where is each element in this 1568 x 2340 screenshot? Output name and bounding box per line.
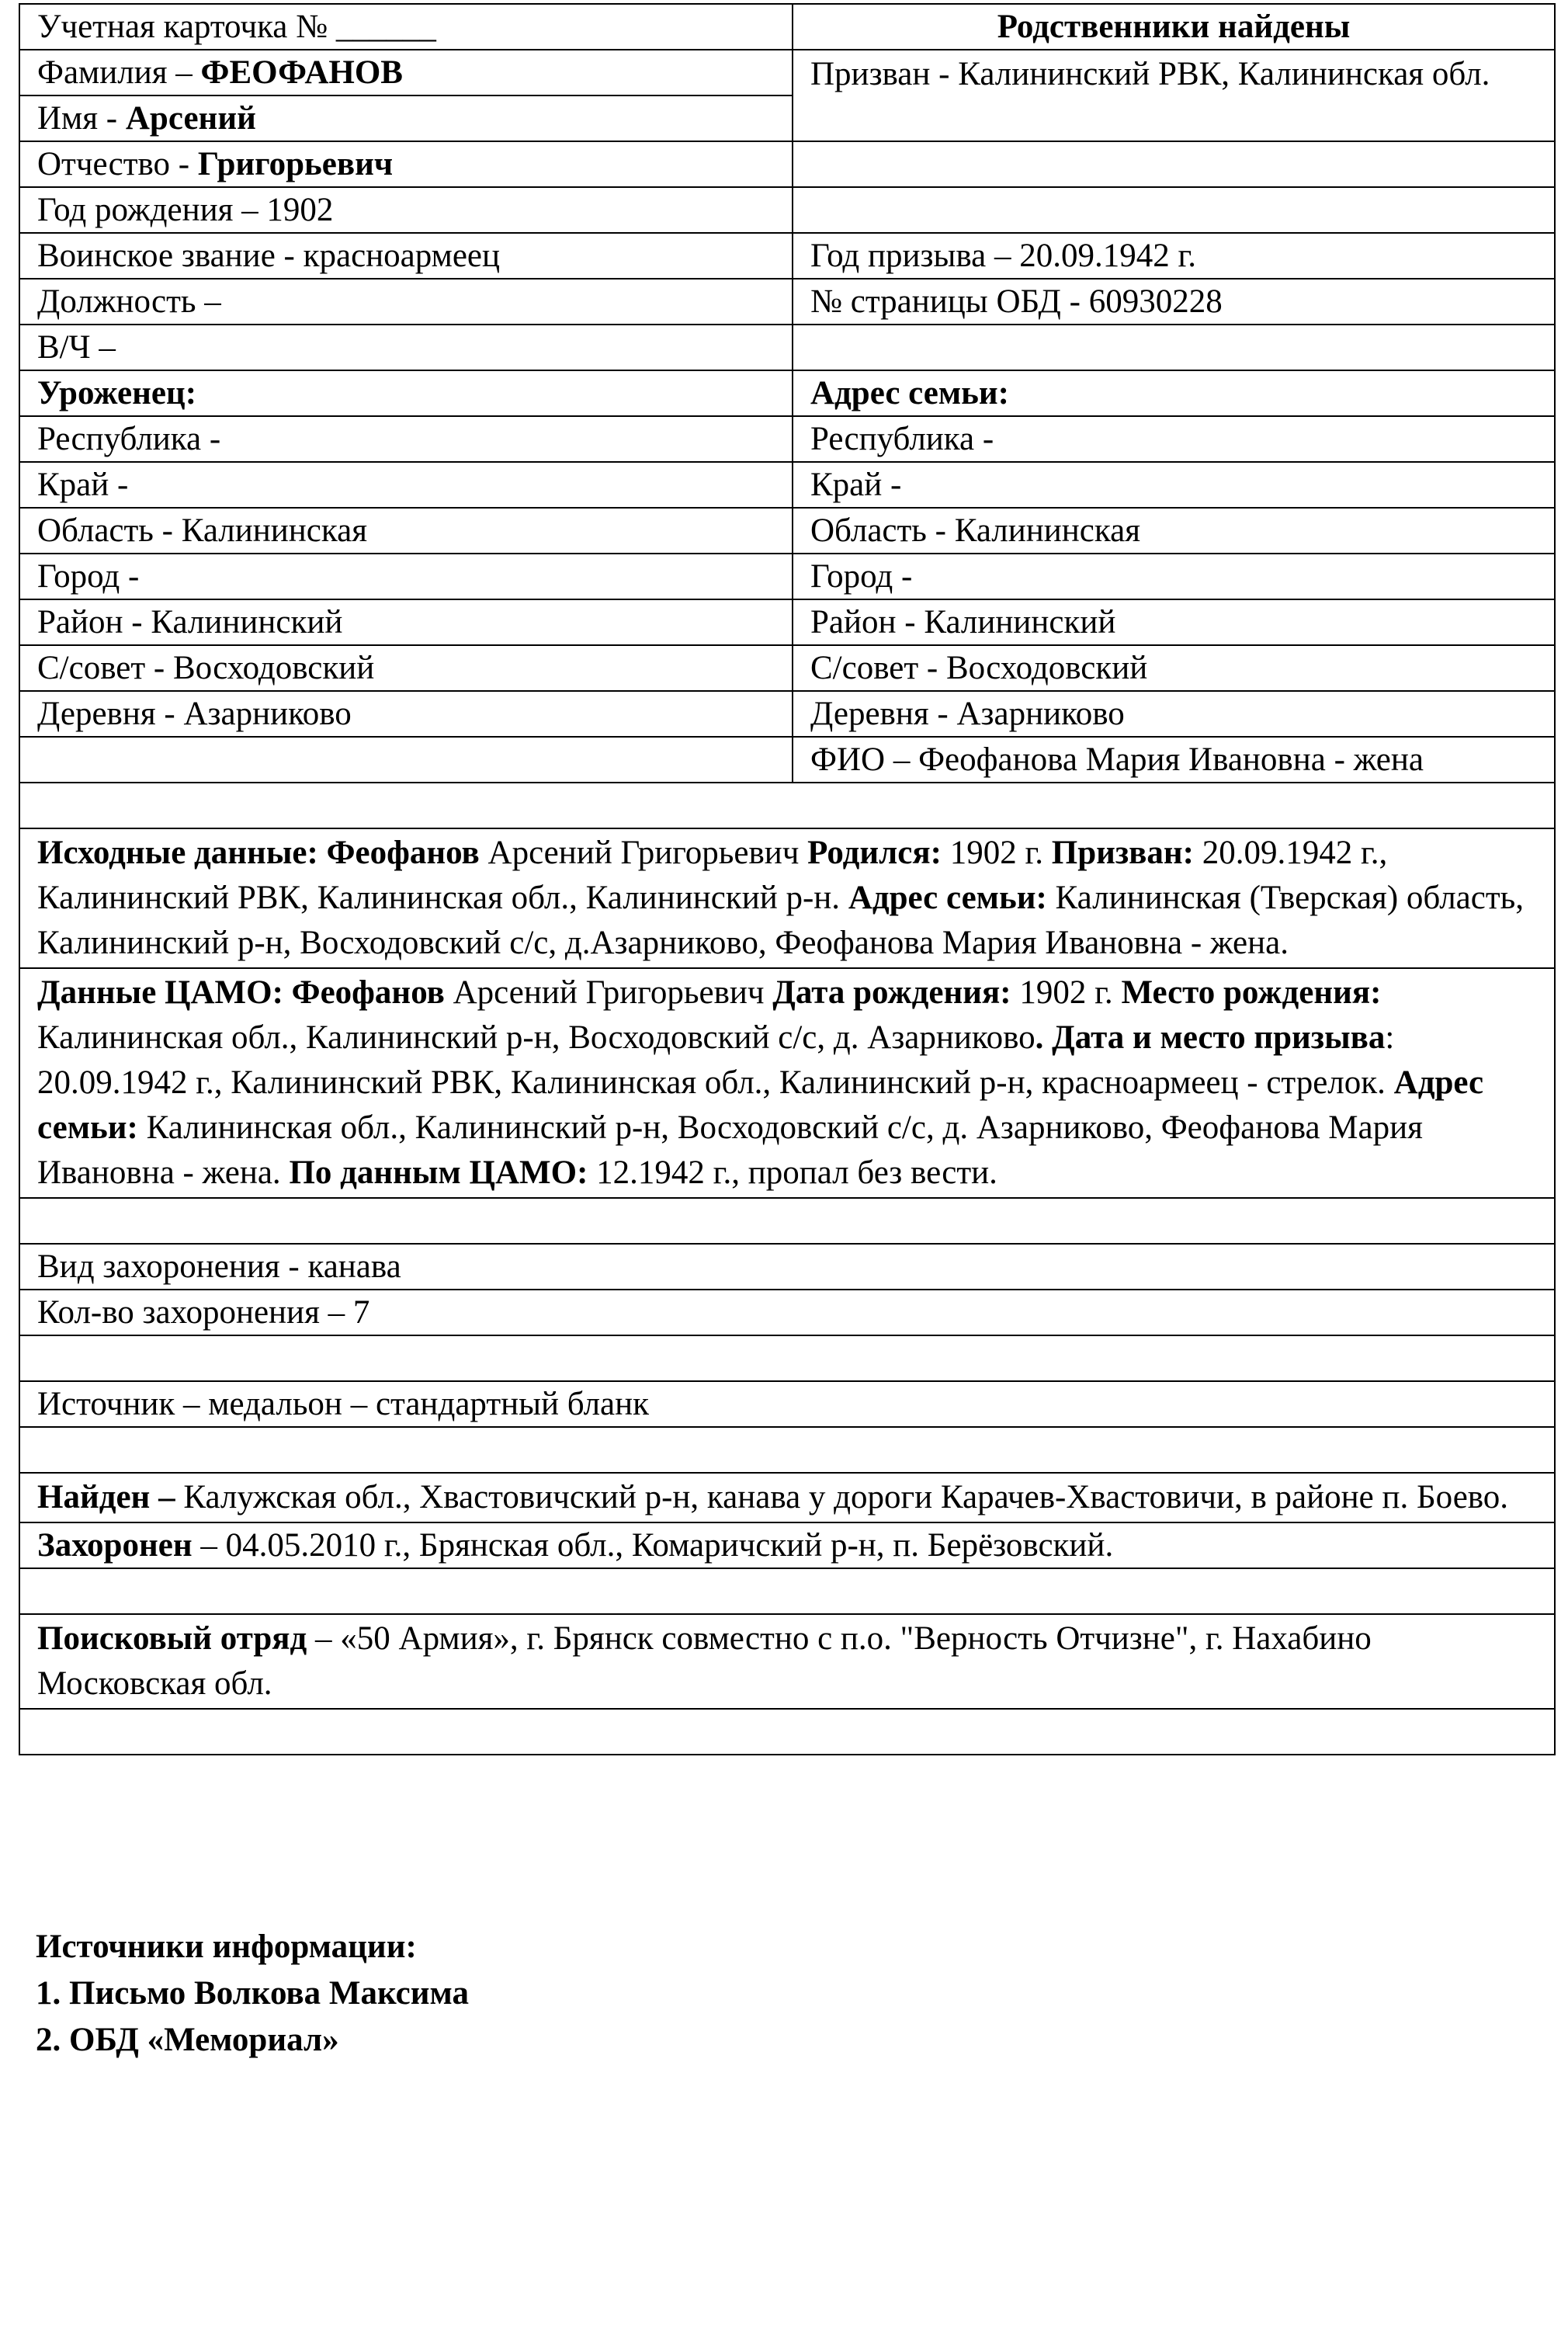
tsamo-label: Данные ЦАМО: — [37, 974, 283, 1011]
found-label: Найден – — [37, 1479, 175, 1515]
tsamo-birth-date: 1902 г. — [1011, 974, 1122, 1011]
surname-label: Фамилия – — [37, 54, 201, 91]
empty-cell — [19, 1427, 1555, 1473]
search-team-label: Поисковый отряд — [37, 1620, 307, 1657]
source-data-address: Калининская (Тверская) область, Калининский р-н, Восходовский с/с, д.Азарниково, Феофанова Мария Ивановна - жена. — [37, 880, 1524, 961]
obd-page: № страницы ОБД - 60930228 — [793, 279, 1555, 325]
burial-count: Кол-во захоронения – 7 — [19, 1290, 1555, 1335]
buried-label: Захоронен — [37, 1527, 193, 1564]
spacer-row — [19, 1709, 1555, 1755]
native-district: Район - Калининский — [19, 599, 793, 645]
burial-type-row — [19, 1244, 1555, 1290]
fio-row — [19, 737, 1555, 783]
address-heading-row — [19, 370, 1555, 416]
search-team-paragraph — [19, 1614, 1555, 1709]
source-data-drafted-label: Призван: — [1051, 835, 1194, 871]
drafted-cell: Призван - Калининский РВК, Калининская обл. — [793, 50, 1555, 141]
burial-type: Вид захоронения - канава — [19, 1244, 1555, 1290]
family-republic: Республика - — [793, 416, 1555, 462]
burial-source: Источник – медальон – стандартный бланк — [19, 1381, 1555, 1427]
tsamo-address-label: Адрес семьи: — [37, 1064, 1484, 1146]
family-fio: ФИО – Феофанова Мария Ивановна - жена — [793, 737, 1555, 783]
tsamo-name: Арсений Григорьевич — [444, 974, 773, 1011]
empty-cell — [19, 737, 793, 783]
rank-row — [19, 233, 1555, 279]
found-text: Калужская обл., Хвастовичский р-н, канава у дороги Карачев-Хвастовичи, в районе п. Боево. — [175, 1479, 1509, 1515]
position-row — [19, 279, 1555, 325]
native-republic: Республика - — [19, 416, 793, 462]
position: Должность – — [19, 279, 793, 325]
republic-row — [19, 416, 1555, 462]
empty-cell — [19, 1568, 1555, 1614]
search-team-row — [19, 1614, 1555, 1709]
record-card-table — [19, 3, 1556, 1755]
burial-count-row — [19, 1290, 1555, 1335]
tsamo-surname: Феофанов — [283, 974, 445, 1011]
name-cell — [19, 95, 793, 141]
native-oblast: Область - Калининская — [19, 508, 793, 554]
draft-year: Год призыва – 20.09.1942 г. — [793, 233, 1555, 279]
tsamo-birth-place: Калининская обл., Калининский р-н, Восходовский с/с, д. Азарниково — [37, 1019, 1036, 1056]
spacer-row — [19, 1427, 1555, 1473]
tsamo-draft-label: . Дата и место призыва — [1035, 1019, 1386, 1056]
buried-paragraph — [19, 1522, 1555, 1568]
native-heading — [19, 370, 793, 416]
patronymic-cell — [19, 141, 793, 187]
tsamo-data-paragraph — [19, 968, 1555, 1198]
unit-row — [19, 325, 1555, 370]
card-number-label: Учетная карточка № ______ — [19, 4, 793, 50]
spacer-row — [19, 1198, 1555, 1244]
buried-row — [19, 1522, 1555, 1568]
empty-cell — [19, 1198, 1555, 1244]
native-selsovet: С/совет - Восходовский — [19, 645, 793, 691]
source-data-born-label: Родился: — [807, 835, 942, 871]
surname-value: ФЕОФАНОВ — [200, 54, 403, 91]
burial-source-row — [19, 1381, 1555, 1427]
empty-cell — [793, 141, 1555, 187]
district-row — [19, 599, 1555, 645]
source-data-surname: Феофанов — [317, 835, 480, 871]
information-sources — [36, 1924, 469, 2064]
family-city: Город - — [793, 554, 1555, 599]
krai-row — [19, 462, 1555, 508]
family-krai: Край - — [793, 462, 1555, 508]
spacer-row — [19, 1568, 1555, 1614]
spacer-row — [19, 783, 1555, 828]
village-row — [19, 691, 1555, 737]
relatives-status-text: Родственники найдены — [997, 9, 1351, 45]
name-value: Арсений — [125, 100, 256, 137]
spacer-row — [19, 1335, 1555, 1381]
source-data-drafted: 20.09.1942 г., Калининский РВК, Калининская обл., Калининский р-н. — [37, 835, 1388, 916]
oblast-row — [19, 508, 1555, 554]
family-selsovet: С/совет - Восходовский — [793, 645, 1555, 691]
tsamo-archive-value: 12.1942 г., пропал без вести. — [588, 1154, 997, 1191]
found-row — [19, 1473, 1555, 1522]
surname-cell — [19, 50, 793, 95]
empty-cell — [19, 1335, 1555, 1381]
native-city: Город - — [19, 554, 793, 599]
empty-cell — [19, 783, 1555, 828]
source-data-born: 1902 г. — [941, 835, 1052, 871]
found-paragraph — [19, 1473, 1555, 1522]
native-village: Деревня - Азарниково — [19, 691, 793, 737]
tsamo-birth-place-label: Место рождения: — [1121, 974, 1382, 1011]
family-address-heading — [793, 370, 1555, 416]
native-heading-text: Уроженец: — [37, 375, 197, 411]
relatives-status — [793, 4, 1555, 50]
surname-row — [19, 50, 1555, 95]
source-data-address-label: Адрес семьи: — [848, 880, 1047, 916]
family-district: Район - Калининский — [793, 599, 1555, 645]
search-team-text: – «50 Армия», г. Брянск совместно с п.о. "Верность Отчизне", г. Нахабино Московская обл. — [37, 1620, 1372, 1702]
source-data-row — [19, 828, 1555, 968]
source-data-name: Арсений Григорьевич — [479, 835, 808, 871]
native-krai: Край - — [19, 462, 793, 508]
family-address-heading-text: Адрес семьи: — [810, 375, 1009, 411]
family-oblast: Область - Калининская — [793, 508, 1555, 554]
tsamo-draft: : 20.09.1942 г., Калининский РВК, Калининская обл., Калининский р-н, красноармеец - стрелок. — [37, 1019, 1395, 1101]
family-village: Деревня - Азарниково — [793, 691, 1555, 737]
header-row — [19, 4, 1555, 50]
name-label: Имя - — [37, 100, 126, 137]
empty-cell — [793, 187, 1555, 233]
patronymic-row — [19, 141, 1555, 187]
source-item: 2. ОБД «Мемориал» — [36, 2022, 339, 2058]
birth-year-row — [19, 187, 1555, 233]
city-row — [19, 554, 1555, 599]
empty-cell — [793, 325, 1555, 370]
sources-heading: Источники информации: — [36, 1929, 417, 1965]
selsovet-row — [19, 645, 1555, 691]
military-unit: В/Ч – — [19, 325, 793, 370]
source-item: 1. Письмо Волкова Максима — [36, 1975, 470, 2012]
tsamo-address: Калининская обл., Калининский р-н, Восходовский с/с, д. Азарниково, Феофанова Мария Ивановна - жена. — [37, 1109, 1423, 1191]
source-data-paragraph — [19, 828, 1555, 968]
buried-text: – 04.05.2010 г., Брянская обл., Комаричский р-н, п. Берёзовский. — [192, 1527, 1114, 1564]
patronymic-label: Отчество - — [37, 146, 198, 182]
military-rank: Воинское звание - красноармеец — [19, 233, 793, 279]
patronymic-value: Григорьевич — [197, 146, 394, 182]
empty-cell — [19, 1709, 1555, 1755]
tsamo-archive-label: По данным ЦАМО: — [289, 1154, 588, 1191]
source-data-label: Исходные данные: — [37, 835, 318, 871]
tsamo-birth-date-label: Дата рождения: — [772, 974, 1011, 1011]
tsamo-data-row — [19, 968, 1555, 1198]
birth-year: Год рождения – 1902 — [19, 187, 793, 233]
